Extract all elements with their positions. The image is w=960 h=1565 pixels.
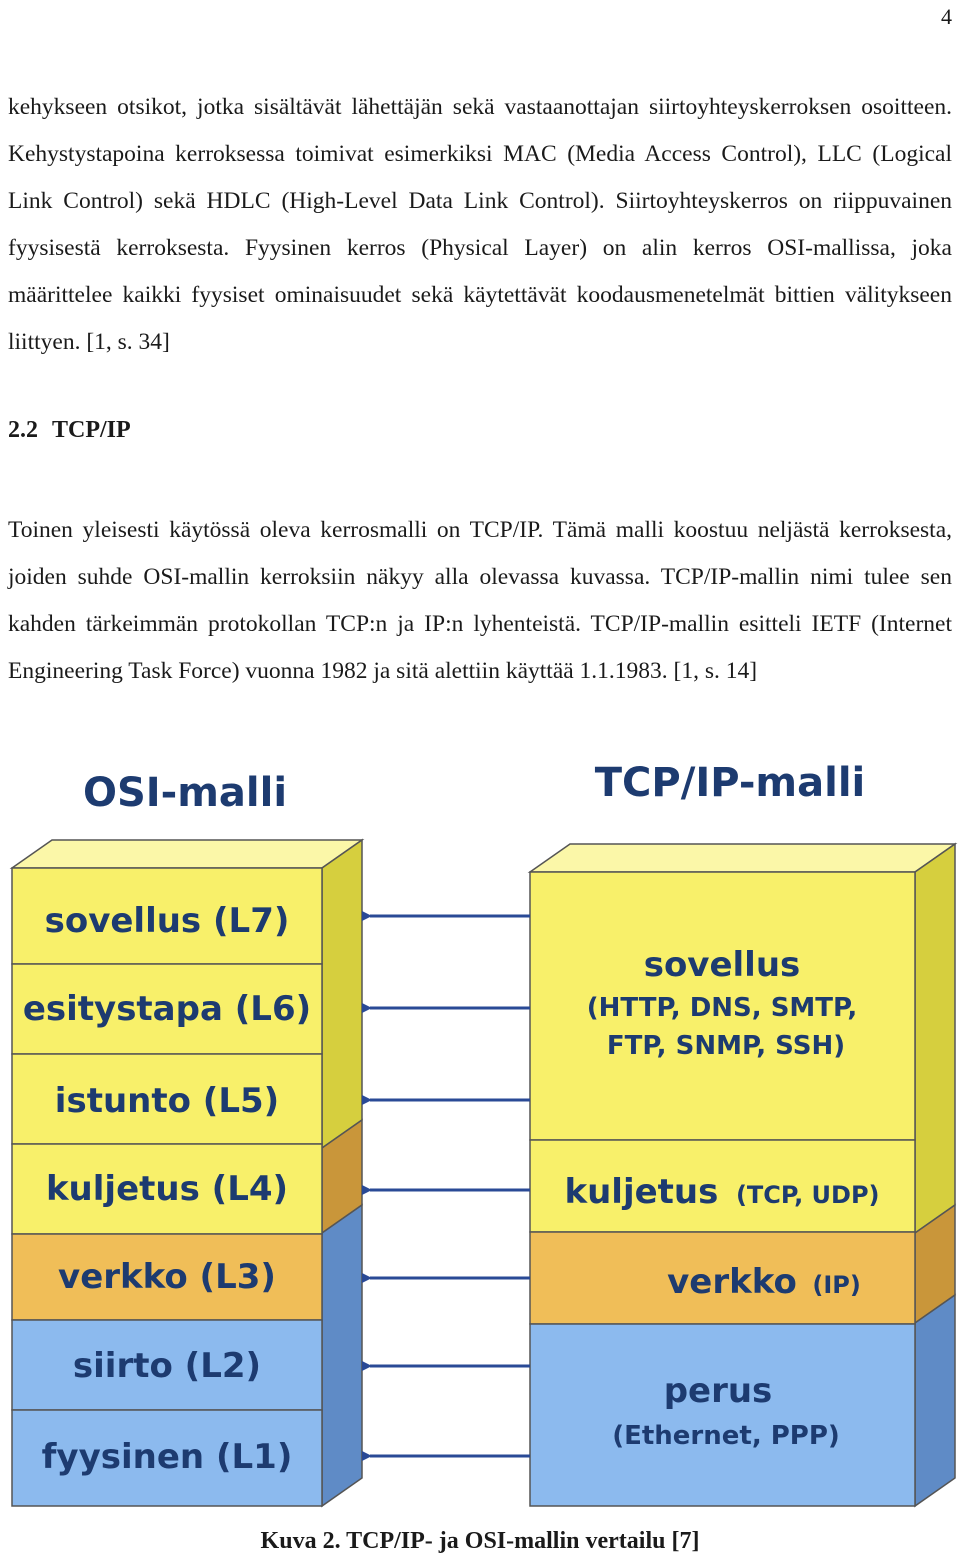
osi-layer-1-label: fyysinen (L1) xyxy=(41,1437,293,1477)
paragraph-physical-layer: kehykseen otsikot, jotka sisältävät lähettäjän sekä vastaanottajan siirtoyhteyskerroksen osoitteen. Kehystystapoina kerroksessa toimivat esimerkiksi MAC (Media Access Control), LLC (Logical Link Control) sekä HDLC (High-Level Data Link Control). Siirtoyhteyskerros on riippuvainen fyysisestä kerroksesta. Fyysinen kerros (Physical Layer) on alin kerros OSI-mallissa, joka määrittelee kaikki fyysiset ominaisuudet sekä käytettävät koodausmenetelmät bittien välitykseen liittyen. [1, s. 34] xyxy=(8,94,952,355)
osi-layer-6-label: esitystapa (L6) xyxy=(22,989,312,1029)
osi-model-title: OSI-malli xyxy=(82,770,288,816)
osi-layer-5 xyxy=(12,1054,322,1144)
osi-tcpip-comparison-figure xyxy=(0,750,960,1520)
paragraph-tcpip-intro: Toinen yleisesti käytössä oleva kerrosmalli on TCP/IP. Tämä malli koostuu neljästä kerroksesta, joiden suhde OSI-mallin kerroksiin näkyy alla olevassa kuvassa. TCP/IP-mallin nimi tulee sen kahden tärkeimmän protokollan TCP:n ja IP:n lyhenteistä. TCP/IP-mallin esitteli IETF (Internet Engineering Task Force) vuonna 1982 ja sitä alettiin käyttää 1.1.1983. [1, s. 14] xyxy=(8,517,952,684)
osi-layer-6 xyxy=(12,964,322,1054)
tcpip-model-title: TCP/IP-malli xyxy=(594,760,866,806)
tcpip-layer-application xyxy=(530,872,915,1140)
tcpip-layer-transport xyxy=(530,1140,915,1232)
osi-stack-side-face-link xyxy=(322,1205,362,1506)
osi-layer-7 xyxy=(12,868,322,964)
tcpip-stack-top-face xyxy=(530,844,955,872)
osi-layer-4-label: kuljetus (L4) xyxy=(45,1169,289,1209)
tcpip-stack-side-face-link xyxy=(915,1295,955,1506)
tcpip-transport-protocols: (TCP, UDP) xyxy=(735,1181,880,1209)
tcpip-application-protocols-2: FTP, SNMP, SSH) xyxy=(606,1031,846,1061)
section-title: TCP/IP xyxy=(52,417,131,443)
figure-caption: Kuva 2. TCP/IP- ja OSI-mallin vertailu [7] xyxy=(260,1528,700,1554)
tcpip-internet-name: verkko xyxy=(667,1262,797,1302)
tcpip-link-label: perus xyxy=(663,1371,773,1411)
section-heading xyxy=(8,417,131,444)
tcpip-link-protocols: (Ethernet, PPP) xyxy=(612,1421,840,1451)
tcpip-application-protocols-1: (HTTP, DNS, SMTP, xyxy=(586,993,858,1023)
page-number: 4 xyxy=(941,4,952,29)
osi-layer-3-label: verkko (L3) xyxy=(58,1257,276,1297)
osi-layer-4 xyxy=(12,1144,322,1234)
osi-layer-3 xyxy=(12,1234,322,1320)
tcpip-internet-protocols: (IP) xyxy=(812,1271,861,1299)
tcpip-stack-side-face-app xyxy=(915,844,955,1233)
tcpip-application-label: sovellus xyxy=(643,945,801,985)
tcpip-layer-internet xyxy=(530,1232,915,1324)
tcpip-transport-name: kuljetus xyxy=(564,1172,719,1212)
layer-mapping-arrows xyxy=(370,916,530,1456)
tcpip-layer-link xyxy=(530,1324,915,1506)
osi-layer-1 xyxy=(12,1410,322,1506)
osi-stack-top-face xyxy=(12,840,362,868)
section-number: 2.2 xyxy=(8,417,38,443)
osi-layer-2-label: siirto (L2) xyxy=(72,1346,262,1386)
osi-layer-2 xyxy=(12,1320,322,1410)
osi-layer-5-label: istunto (L5) xyxy=(54,1081,280,1121)
osi-layer-7-label: sovellus (L7) xyxy=(44,901,290,941)
osi-stack-side-face-app xyxy=(322,840,362,1148)
